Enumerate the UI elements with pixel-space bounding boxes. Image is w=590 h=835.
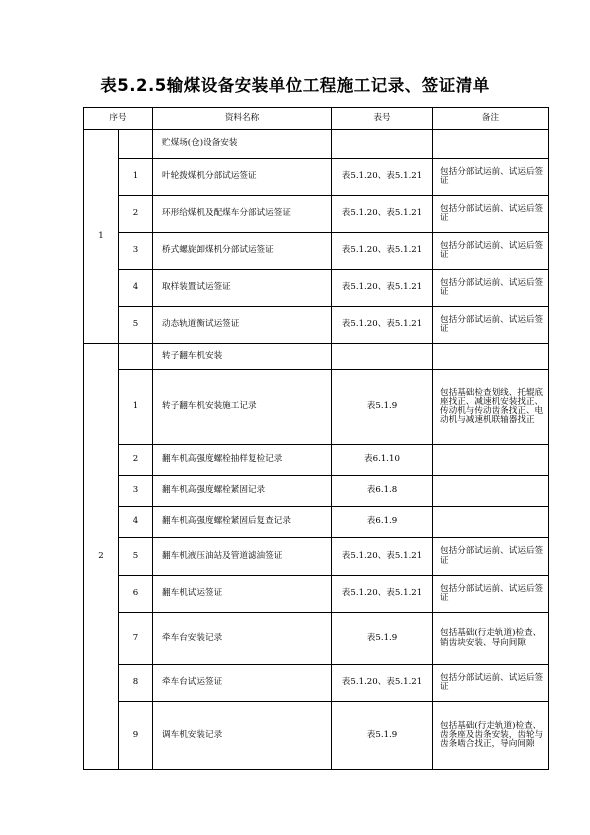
item-name: 翻车机高强度螺栓紧固后复查记录 <box>153 507 332 538</box>
table-row <box>84 196 549 233</box>
table-row <box>84 576 549 613</box>
item-form: 表5.1.20、表5.1.21 <box>332 665 433 702</box>
item-number: 8 <box>119 665 153 702</box>
item-number: 3 <box>119 233 153 270</box>
item-name: 环形给煤机及配煤车分部试运签证 <box>153 196 332 233</box>
item-note <box>433 507 549 538</box>
item-note: 包括分部试运前、试运后签证 <box>433 576 549 613</box>
item-name: 调车机安装记录 <box>153 702 332 770</box>
item-form: 表6.1.9 <box>332 507 433 538</box>
item-name: 翻车机高强度螺栓抽样复检记录 <box>153 445 332 476</box>
item-note: 包括分部试运前、试运后签证 <box>433 270 549 307</box>
table-row <box>84 538 549 576</box>
item-note: 包括基础(行走轨道)检查、销齿块安装、导向间隙 <box>433 613 549 665</box>
section-row <box>84 344 549 370</box>
section-title: 贮煤场(仓)设备安装 <box>153 130 332 159</box>
item-form: 表5.1.20、表5.1.21 <box>332 576 433 613</box>
item-number: 2 <box>119 445 153 476</box>
item-number: 1 <box>119 159 153 196</box>
item-note: 包括基础检查划线、托辊底座找正、减速机安装找正、传动机与传动齿条找正、电动机与减速机联轴器找正 <box>433 370 549 445</box>
item-name: 桥式螺旋卸煤机分部试运签证 <box>153 233 332 270</box>
item-number: 3 <box>119 476 153 507</box>
item-name: 牵车台安装记录 <box>153 613 332 665</box>
table-row <box>84 233 549 270</box>
header-row <box>84 108 549 130</box>
section-title: 转子翻车机安装 <box>153 344 332 370</box>
item-number: 6 <box>119 576 153 613</box>
item-form: 表5.1.9 <box>332 370 433 445</box>
section-row <box>84 130 549 159</box>
item-name: 取样装置试运签证 <box>153 270 332 307</box>
item-form: 表5.1.9 <box>332 613 433 665</box>
group-number: 2 <box>84 344 119 770</box>
item-name: 翻车机液压油站及管道滤油签证 <box>153 538 332 576</box>
item-number: 4 <box>119 507 153 538</box>
item-note <box>433 445 549 476</box>
table-row <box>84 307 549 344</box>
item-form: 表5.1.20、表5.1.21 <box>332 159 433 196</box>
table-row <box>84 270 549 307</box>
table-row <box>84 613 549 665</box>
item-note: 包括分部试运前、试运后签证 <box>433 665 549 702</box>
item-number: 5 <box>119 307 153 344</box>
item-form: 表6.1.8 <box>332 476 433 507</box>
table-row <box>84 476 549 507</box>
item-number: 9 <box>119 702 153 770</box>
item-number: 7 <box>119 613 153 665</box>
header-form: 表号 <box>332 108 433 130</box>
item-note: 包括分部试运前、试运后签证 <box>433 307 549 344</box>
table-row <box>84 370 549 445</box>
item-number: 4 <box>119 270 153 307</box>
header-name: 资料名称 <box>153 108 332 130</box>
page-title: 表5.2.5输煤设备安装单位工程施工记录、签证清单 <box>100 76 490 95</box>
item-form: 表5.1.20、表5.1.21 <box>332 538 433 576</box>
item-number: 2 <box>119 196 153 233</box>
group-number: 1 <box>84 130 119 344</box>
item-note: 包括分部试运前、试运后签证 <box>433 233 549 270</box>
item-note: 包括分部试运前、试运后签证 <box>433 538 549 576</box>
item-number: 1 <box>119 370 153 445</box>
item-note: 包括分部试运前、试运后签证 <box>433 159 549 196</box>
table-row <box>84 445 549 476</box>
item-note: 包括基础(行走轨道)检查、齿条座及齿条安装，齿轮与齿条啮合找正，导向间隙 <box>433 702 549 770</box>
item-name: 翻车机试运签证 <box>153 576 332 613</box>
header-seq: 序号 <box>84 108 153 130</box>
table-row <box>84 702 549 770</box>
table-row <box>84 665 549 702</box>
item-name: 牵车台试运签证 <box>153 665 332 702</box>
item-form: 表5.1.20、表5.1.21 <box>332 233 433 270</box>
item-name: 叶轮拨煤机分部试运签证 <box>153 159 332 196</box>
item-form: 表5.1.20、表5.1.21 <box>332 196 433 233</box>
header-note: 备注 <box>433 108 549 130</box>
item-form: 表5.1.20、表5.1.21 <box>332 270 433 307</box>
item-form: 表6.1.10 <box>332 445 433 476</box>
item-form: 表5.1.9 <box>332 702 433 770</box>
item-form: 表5.1.20、表5.1.21 <box>332 307 433 344</box>
table-row <box>84 159 549 196</box>
records-table <box>83 107 549 770</box>
table-row <box>84 507 549 538</box>
item-name: 转子翻车机安装施工记录 <box>153 370 332 445</box>
item-name: 翻车机高强度螺栓紧固记录 <box>153 476 332 507</box>
item-note: 包括分部试运前、试运后签证 <box>433 196 549 233</box>
item-number: 5 <box>119 538 153 576</box>
item-note <box>433 476 549 507</box>
item-name: 动态轨道衡试运签证 <box>153 307 332 344</box>
